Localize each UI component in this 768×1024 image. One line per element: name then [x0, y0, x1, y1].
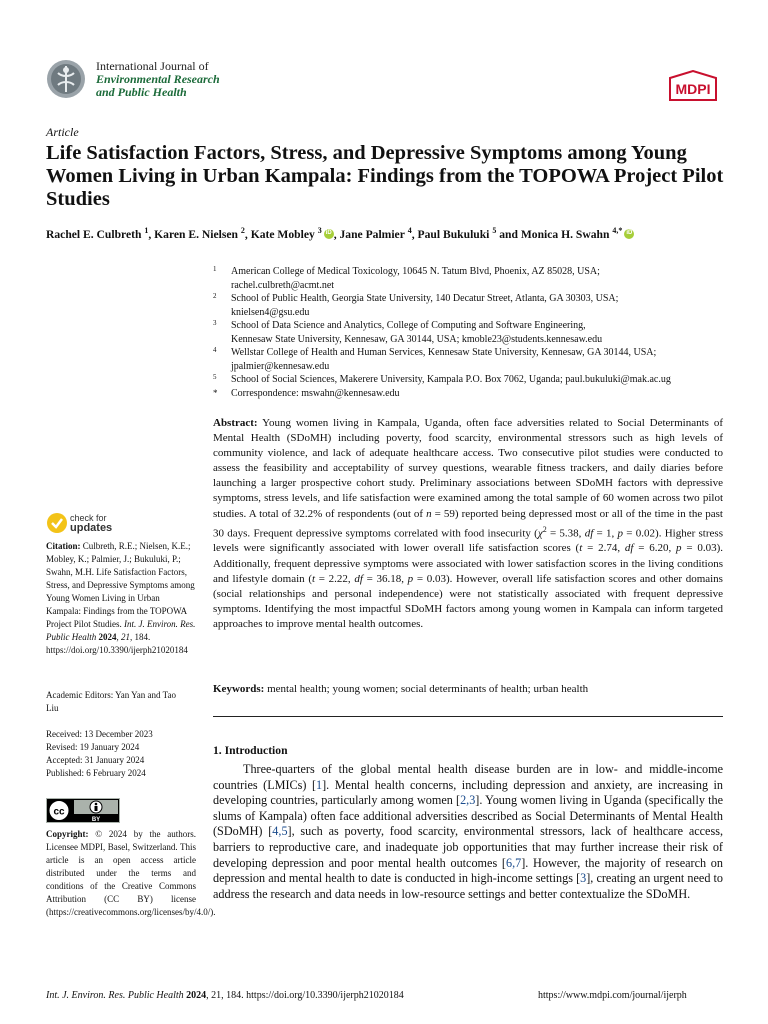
keywords-label: Keywords:: [213, 683, 265, 695]
abstract-var: df: [584, 527, 594, 540]
abstract-var: p: [617, 527, 624, 540]
footer-citation: [46, 990, 404, 1001]
author-name[interactable]: Karen E. Nielsen: [154, 227, 238, 241]
cc-by-license-icon[interactable]: [46, 798, 120, 823]
affiliation-item: [213, 319, 733, 346]
citation-label: Citation:: [46, 541, 81, 551]
copyright-block: [46, 828, 216, 919]
body-text: ], creating an urgent need to address the research and data needs in low-resource settings and better contextualize the SDoMH.: [213, 871, 723, 901]
section-heading: 1. Introduction: [213, 744, 288, 757]
author-affil-num: 4,*: [612, 226, 623, 235]
footer-doi[interactable]: , 21, 184. https://doi.org/10.3390/ijerph21020184: [206, 990, 404, 1001]
affiliation-number: 5: [213, 373, 217, 381]
journal-name-line1: International Journal of: [96, 59, 209, 73]
footer-journal: Int. J. Environ. Res. Public Health: [46, 990, 184, 1001]
body-text: ]. Young women living in Uganda (specifically the slums of Kampala) often face additional adversities described as Social Determinants of Mental Health (SDoMH) [: [213, 793, 723, 839]
author-name[interactable]: Rachel E. Culbreth: [46, 227, 142, 241]
article-type: Article: [46, 125, 79, 139]
affiliation-item: [213, 265, 733, 292]
journal-name-line3: and Public Health: [96, 85, 187, 99]
author-separator: and: [496, 227, 521, 241]
intro-paragraph: [213, 762, 723, 902]
orcid-icon[interactable]: [324, 229, 334, 239]
author-affil-num: 3: [317, 226, 322, 235]
author-affil-num: 4: [407, 226, 412, 235]
author-name[interactable]: Monica H. Swahn: [520, 227, 610, 241]
abstract-text: = 2.74,: [582, 542, 625, 555]
abstract-text: = 0.02). Higher stress levels were significantly associated with lower overall life satisfaction scores (: [213, 527, 723, 555]
author-name[interactable]: Jane Palmier: [339, 227, 405, 241]
check-line2: updates: [70, 522, 113, 534]
correspondence-item: [213, 387, 733, 401]
affiliation-number: *: [213, 387, 218, 398]
check-for-updates-label[interactable]: [70, 513, 112, 533]
affiliation-text: School of Public Health, Georgia State University, 140 Decatur Street, Atlanta, GA 30303, USA;: [231, 293, 619, 304]
abstract-var: χ: [537, 527, 543, 540]
journal-logo-icon: [46, 59, 86, 99]
affiliation-number: 1: [213, 265, 217, 273]
author-separator: ,: [244, 227, 251, 241]
svg-text:MDPI: MDPI: [675, 81, 711, 97]
abstract-text: = 36.18,: [362, 572, 408, 585]
keywords: [213, 683, 723, 695]
affiliation-item: [213, 346, 733, 373]
citation-link[interactable]: 4,5: [272, 824, 288, 839]
academic-editors: Academic Editors: Yan Yan and Tao Liu: [46, 690, 176, 713]
author-separator: ,: [333, 227, 340, 241]
citation-link[interactable]: 6,7: [505, 855, 522, 870]
copyright-label: Copyright:: [46, 829, 89, 839]
abstract-text: = 59) reported being depressed most or all of the time in the past 30 days. Frequent depressive symptoms correlated with food insecurity (: [213, 507, 723, 540]
revised-date: Revised: 19 January 2024: [46, 742, 140, 752]
footer-url[interactable]: https://www.mdpi.com/journal/ijerph: [538, 990, 687, 1001]
mdpi-logo: [666, 70, 720, 102]
citation-text: Culbreth, R.E.; Nielsen, K.E.; Mobley, K.; Palmier, J.; Bukuluki, P.; Swahn, M.H. Life Satisfaction Factors, Stress, and Depressive Symptoms among Young Women Living in Urban Kampala: Findings from the TOPOWA Project Pilot Studies.: [46, 541, 195, 629]
author-name[interactable]: Kate Mobley: [250, 227, 315, 241]
copyright-text: © 2024 by the authors. Licensee MDPI, Basel, Switzerland. This article is an open access article distributed under the terms and conditions of the Creative Commons Attribution (CC BY) license (https://creativecommons.org/licenses/by/4.0/).: [46, 829, 216, 917]
journal-name: [96, 60, 220, 99]
accepted-date: Accepted: 31 January 2024: [46, 755, 145, 765]
abstract-text: = 1,: [593, 527, 618, 540]
abstract-var: n: [426, 507, 432, 520]
journal-name-line2: Environmental Research: [96, 72, 220, 86]
author-name[interactable]: Paul Bukuluki: [417, 227, 490, 241]
affiliation-item: [213, 292, 733, 319]
abstract: [213, 416, 723, 632]
author-separator: ,: [411, 227, 418, 241]
abstract-var: t: [579, 542, 583, 555]
svg-text:cc: cc: [53, 806, 65, 818]
article-title: Life Satisfaction Factors, Stress, and Depressive Symptoms among Young Women Living in Urban Kampala: Findings from the TOPOWA Project Pilot Studies: [46, 142, 724, 210]
correspondence-text[interactable]: Correspondence: mswahn@kennesaw.edu: [231, 387, 400, 399]
affiliations: [213, 265, 733, 400]
author-affil-num: 2: [240, 226, 245, 235]
abstract-var: t: [312, 572, 316, 585]
received-date: Received: 13 December 2023: [46, 729, 153, 739]
svg-text:BY: BY: [91, 817, 101, 823]
author-affil-num: 1: [144, 226, 149, 235]
abstract-text: = 6.20,: [633, 542, 677, 555]
affiliation-email[interactable]: knielsen4@gsu.edu: [231, 306, 310, 318]
abstract-text: = 2.22,: [315, 572, 355, 585]
affiliation-text: Wellstar College of Health and Human Services, Kennesaw State University, Kennesaw, GA 30144, USA;: [231, 347, 657, 358]
affiliation-email[interactable]: rachel.culbreth@acmt.net: [231, 279, 335, 291]
affiliation-text: American College of Medical Toxicology, 10645 N. Tatum Blvd, Phoenix, AZ 85028, USA;: [231, 266, 600, 277]
abstract-text: = 0.03). Additionally, frequent depressive symptoms were associated with lower satisfaction scores in the living conditions and lifestyle domain (: [213, 542, 723, 585]
abstract-var: p: [407, 572, 414, 585]
abstract-text: = 0.03). However, overall life satisfaction scores and other domains (social relationships and personal independence) were not statistically associated with frequent depressive symptoms. Identifying the most impactful SDoMH factors among young women in Kampala can inform targeted approaches to improve mental health outcomes.: [213, 572, 723, 630]
footer-year: 2024: [183, 990, 207, 1001]
citation-year: 2024: [96, 632, 117, 642]
citation-link[interactable]: 3: [580, 871, 587, 886]
affiliation-email[interactable]: Kennesaw State University, Kennesaw, GA 30144, USA; kmoble23@students.kennesaw.edu: [231, 333, 603, 345]
affiliation-number: 3: [213, 319, 217, 327]
abstract-var: p: [676, 542, 682, 555]
body-text: ]. Mental health concerns, including depression and anxiety, are increasing in developing countries, particularly among women [: [213, 777, 724, 808]
citation-link[interactable]: 2,3: [460, 793, 476, 808]
check-for-updates-icon[interactable]: [46, 512, 68, 534]
affiliation-text: School of Social Sciences, Makerere University, Kampala P.O. Box 7062, Uganda; paul.bukuluki@mak.ac.ug: [231, 374, 671, 385]
author-list: [46, 226, 736, 241]
abstract-var: df: [354, 572, 363, 585]
author-affil-num: 5: [492, 226, 497, 235]
published-date: Published: 6 February 2024: [46, 768, 146, 778]
citation-block: [46, 540, 196, 657]
abstract-var: df: [624, 542, 634, 555]
affiliation-number: 2: [213, 292, 217, 300]
keywords-text: mental health; young women; social determinants of health; urban health: [264, 683, 589, 695]
check-line1: check for: [70, 513, 107, 523]
citation-doi[interactable]: 184. https://doi.org/10.3390/ijerph21020184: [46, 632, 188, 655]
body-text: Three-quarters of the global mental health disease burden are in low- and middle-income countries (LMICs) [: [213, 762, 723, 792]
abstract-text: Young women living in Kampala, Uganda, often face adversities related to Social Determinants of Mental Health (SDoMH) including poverty, food scarcity, environmental stressors such as high levels of community violence, and lack of adequate healthcare access. Two consecutive pilot studies were conducted to assess the feasibility and acceptability of survey questions, wearable fitness trackers, and daily diaries before launching a larger prospective cohort study. Preliminary associations between SDoMH factors with depressive symptoms, stress levels, and life satisfaction were examined among the total sample of 60 women across two pilot studies. A total of 32.2% of respondents (out of: [213, 417, 723, 520]
dates-block: [46, 728, 196, 780]
abstract-sup: 2: [542, 524, 547, 534]
citation-link[interactable]: 1: [316, 777, 323, 792]
section-divider: [213, 716, 723, 717]
abstract-text: = 5.38,: [546, 527, 585, 540]
citation-volume: , 21,: [116, 632, 133, 642]
affiliation-text: School of Data Science and Analytics, College of Computing and Software Engineering,: [231, 320, 586, 331]
affiliation-email[interactable]: jpalmier@kennesaw.edu: [231, 360, 330, 372]
author-separator: ,: [148, 227, 155, 241]
body-text: ], such as poverty, food scarcity, environmental stressors, lack of healthcare access, barriers to reproductive care, and inadequate job opportunities that may further increase their risk of developing depression and poor mental health outcomes [: [213, 824, 723, 870]
abstract-label: Abstract:: [213, 417, 258, 429]
affiliation-number: 4: [213, 346, 217, 354]
affiliation-item: [213, 373, 733, 387]
body-text: ]. However, the majority of research on depression and mental health to date is conducted in high-income settings [: [213, 855, 723, 886]
citation-journal: Int. J. Environ. Res. Public Health: [46, 619, 196, 642]
orcid-icon[interactable]: [624, 229, 634, 239]
